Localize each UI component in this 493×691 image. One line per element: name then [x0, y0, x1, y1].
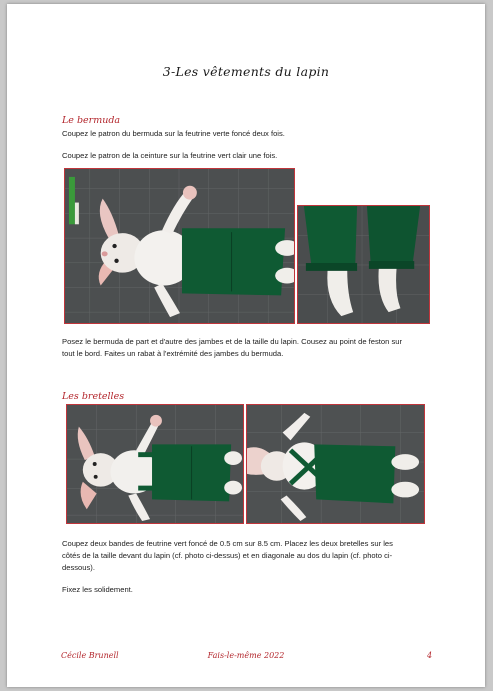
footer-author: Cécile Brunell	[61, 651, 119, 660]
paragraph-bermuda-3-line1: Posez le bermuda de part et d'autre des jambes et de la taille du lapin. Cousez au point de feston sur	[62, 337, 403, 346]
photo-rabbit-bretelles-front	[66, 404, 244, 524]
document-page	[7, 4, 485, 687]
footer-series: Fais-le-même 2022	[207, 651, 285, 660]
photo-bermuda-legs-closeup	[297, 205, 430, 324]
photo-rabbit-bretelles-back	[246, 404, 425, 524]
paragraph-bretelles-1-line2: côtés de la taille devant du lapin (cf. photo ci-dessus) et en diagonale au dos du lapin (cf. photo ci-	[62, 551, 393, 560]
paragraph-bretelles-2: Fixez les solidement.	[62, 585, 133, 594]
paragraph-bermuda-1: Coupez le patron du bermuda sur la feutrine verte foncé deux fois.	[62, 129, 285, 138]
paragraph-bermuda-2: Coupez le patron de la ceinture sur la feutrine vert clair une fois.	[62, 151, 278, 160]
paragraph-bretelles-1-line1: Coupez deux bandes de feutrine vert foncé de 0.5 cm sur 8.5 cm. Placez les deux bretelles sur les	[62, 539, 393, 548]
section-heading-bermuda: Le bermuda	[62, 115, 121, 126]
paragraph-bretelles-1-line3: dessous).	[62, 563, 95, 572]
page-title: 3-Les vêtements du lapin	[162, 64, 330, 79]
photo-rabbit-bermuda-front	[64, 168, 295, 324]
paragraph-bermuda-3-line2: tout le bord. Faites un rabat à l'extrémité des jambes du bermuda.	[62, 349, 284, 358]
section-heading-bretelles: Les bretelles	[62, 391, 125, 402]
footer-page-number: 4	[427, 651, 433, 660]
